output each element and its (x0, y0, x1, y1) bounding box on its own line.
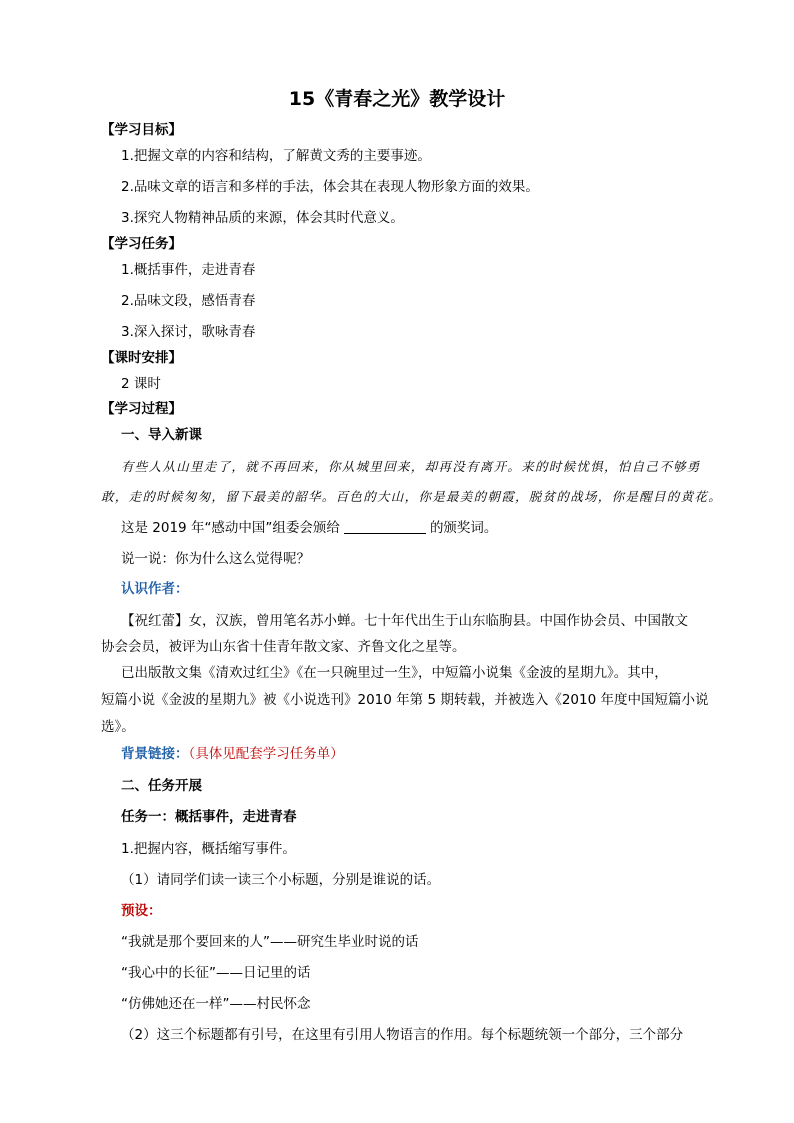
task-item: 1.概括事件，走进青春 (121, 262, 256, 278)
task-item: 2.品味文段，感悟青春 (121, 293, 256, 309)
document-title: 15《青春之光》教学设计 (288, 88, 506, 110)
process-heading: 【学习过程】 (101, 401, 182, 417)
author-paragraph-line: 【祝红蕾】女，汉族，曾用笔名苏小蝉。七十年代出生于山东临朐县。中国作协会员、中国散文 (121, 613, 688, 629)
background-link (121, 745, 344, 763)
quote-line: 敢，走的时候匆匆，留下最美的韶华。百色的大山，你是最美的朝霞，脱贫的战场，你是醒目的黄花。 (101, 489, 723, 504)
goal-item: 1.把握文章的内容和结构，了解黄文秀的主要事迹。 (121, 148, 431, 164)
goal-item: 3.探究人物精神品质的来源，体会其时代意义。 (121, 210, 404, 226)
author-heading: 认识作者： (121, 581, 189, 597)
step-two-heading: 二、任务开展 (121, 778, 202, 794)
goal-item: 2.品味文章的语言和多样的手法，体会其在表现人物形象方面的效果。 (121, 179, 539, 195)
author-paragraph-line: 短篇小说《金波的星期九》被《小说选刊》2010 年第 5 期转载，并被选入《2010 年度中国短篇小说 (101, 692, 709, 708)
tasks-heading: 【学习任务】 (101, 236, 182, 252)
background-text: （具体见配套学习任务单） (188, 746, 344, 762)
author-paragraph-line: 选》。 (101, 719, 135, 735)
preset-answer: “我心中的长征”——日记里的话 (121, 965, 311, 981)
task-one-item: 1.把握内容，概括缩写事件。 (121, 841, 296, 857)
task-item: 3.深入探讨，歌咏青春 (121, 324, 256, 340)
preset-label: 预设： (121, 903, 162, 919)
discussion-prompt: 说一说：你为什么这么觉得呢？ (121, 551, 310, 567)
award-text-before: 这是 2019 年“感动中国”组委会颁给 (121, 520, 340, 536)
fill-in-blank (344, 519, 426, 534)
quote-line: 有些人从山里走了，就不再回来，你从城里回来，却再没有离开。来的时候忧惧，怕自己不够勇 (121, 459, 701, 474)
task-one-question: （2）这三个标题都有引号，在这里有引用人物语言的作用。每个标题统领一个部分，三个部分 (121, 1027, 684, 1043)
author-paragraph-line: 协会会员，被评为山东省十佳青年散文家、齐鲁文化之星等。 (101, 639, 466, 655)
goals-heading: 【学习目标】 (101, 122, 182, 138)
award-text-after: 的颁奖词。 (429, 520, 498, 536)
award-sentence (121, 519, 497, 537)
schedule-heading: 【课时安排】 (101, 350, 182, 366)
schedule-text: 2 课时 (121, 376, 161, 392)
task-one-heading: 任务一：概括事件，走进青春 (121, 809, 297, 825)
background-label: 背景链接： (121, 746, 189, 762)
preset-answer: “我就是那个要回来的人”——研究生毕业时说的话 (121, 934, 419, 950)
author-paragraph-line: 已出版散文集《清欢过红尘》《在一只碗里过一生》，中短篇小说集《金波的星期九》。其中， (121, 665, 668, 681)
task-one-question: （1）请同学们读一读三个小标题，分别是谁说的话。 (121, 872, 441, 888)
step-one-heading: 一、导入新课 (121, 427, 202, 443)
preset-answer: “仿佛她还在一样”——村民怀念 (121, 996, 311, 1012)
